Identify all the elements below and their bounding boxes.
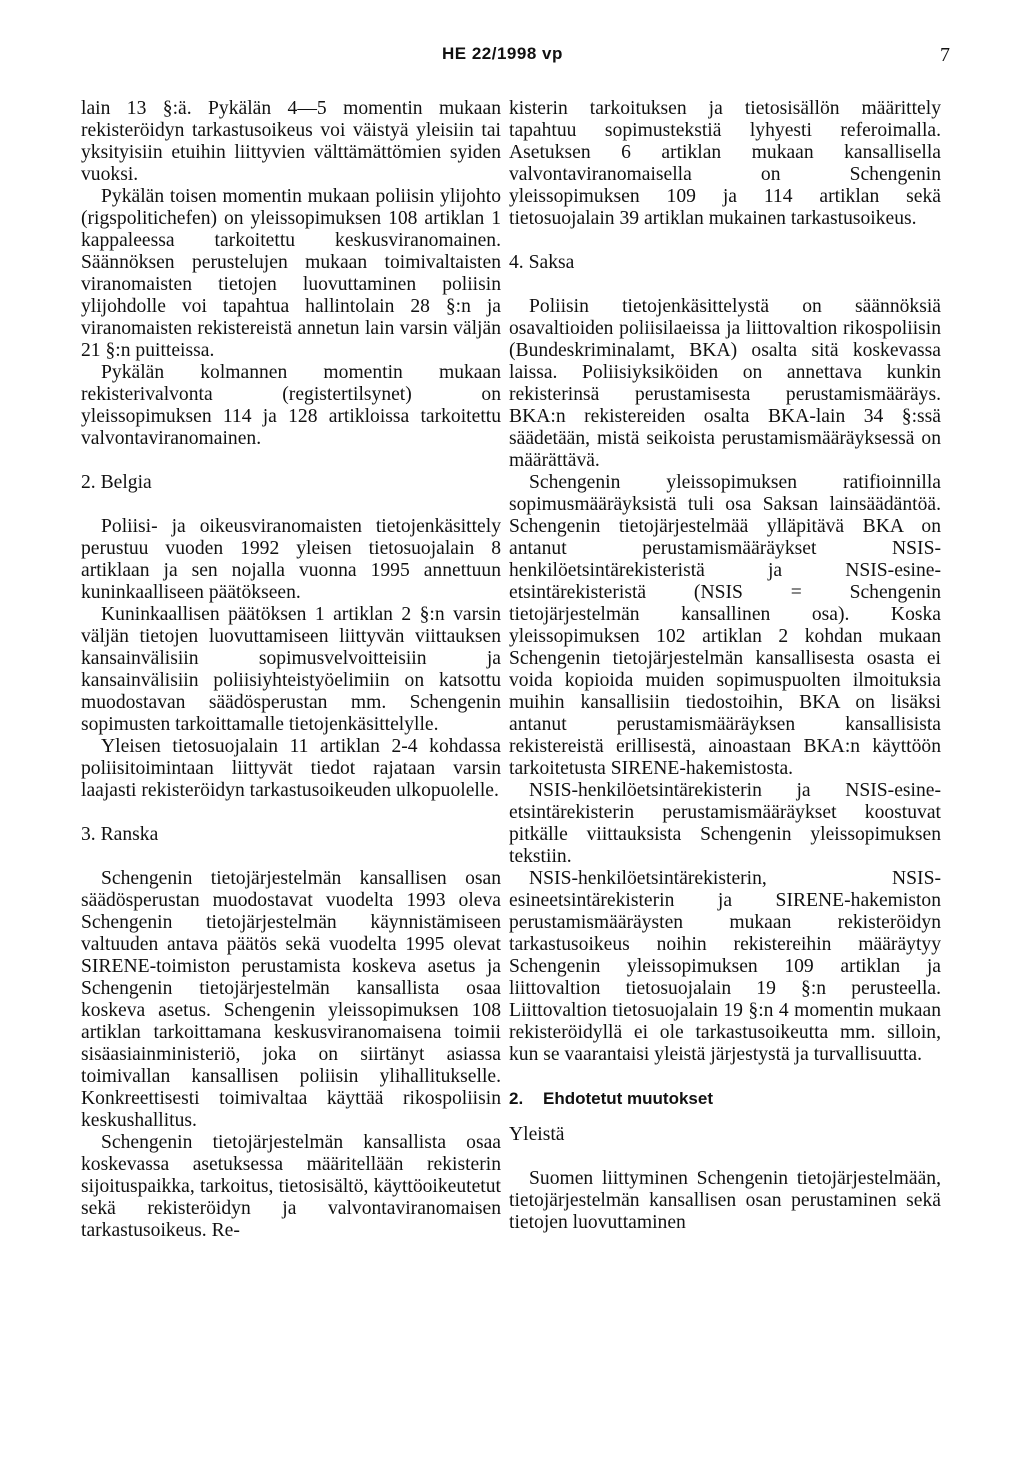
subheading-yleista: Yleistä bbox=[509, 1124, 565, 1145]
paragraph: Suomen liittyminen Schengenin tietojärjestelmään, tietojärjestelmän kansallisen osan perustaminen sekä tietojen luovuttaminen bbox=[509, 1168, 941, 1233]
paragraph: NSIS-henkilöetsintärekisterin, NSIS-esineetsintärekisterin ja SIRENE-hakemiston perustamismääräysten mukaan rekisteröidyn tarkastusoikeus noihin rekistereihin määräytyy Schengenin yleissopimuksen 109 artiklan ja liittovaltion tietosuojalain 19 §:n perusteella. Liittovaltion tietosuojalain 19 §:n 4 momentin mukaan rekisteröidyllä ei ole tarkastusoikeutta mm. silloin, kun se vaarantaisi yleistä järjestystä ja turvallisuutta. bbox=[509, 868, 941, 1065]
paragraph: Schengenin yleissopimuksen ratifioinnilla sopimusmääräyksistä tuli osa Saksan lainsäädäntöä. Schengenin tietojärjestelmää ylläpitävä BKA on antanut perustamismääräykset NSIS-henkilöetsintärekisteristä ja NSIS-esine-etsintärekisteristä (NSIS = Schengenin tietojärjestelmän kansallinen osa). Koska yleissopimuksen 102 artiklan 2 kohdan mukaan Schengenin tietojärjestelmän kansallisesta osasta ei voida kopioida muiden sopimuspuolten ilmoituksia muihin kansallisiin tiedostoihin, BKA on lisäksi antanut perustamismääräyksen kansallisista rekistereistä erillisestä, ainoastaan BKA:n käyttöön tarkoitetusta SIRENE-hakemistosta. bbox=[509, 472, 941, 779]
section-heading-ranska: 3. Ranska bbox=[81, 824, 159, 845]
paragraph: NSIS-henkilöetsintärekisterin ja NSIS-esine-etsintärekisterin perustamismääräykset koostuvat pitkälle viittauksista Schengenin yleissopimuksen tekstiin. bbox=[509, 780, 941, 867]
paragraph: Pykälän kolmannen momentin mukaan rekisterivalvonta (registertilsynet) on yleissopimuksen 114 ja 128 artikloissa tarkoitettu valvontaviranomainen. bbox=[81, 362, 501, 449]
paragraph: Pykälän toisen momentin mukaan poliisin ylijohto (rigspolitichefen) on yleissopimuksen 108 artiklan 1 kappaleessa tarkoitettu keskusviranomainen. Säännöksen perustelujen mukaan toimivaltaisten viranomaisten tietojen luovuttaminen poliisin ylijohdolle voi tapahtua hallintolain 28 §:n ja viranomaisten rekistereistä annetun lain varsin väljän 21 §:n puitteissa. bbox=[81, 186, 501, 361]
document-id: HE 22/1998 vp bbox=[442, 44, 563, 63]
section-title: Ehdotetut muutokset bbox=[543, 1089, 713, 1108]
section-heading-saksa: 4. Saksa bbox=[509, 252, 575, 273]
paragraph: lain 13 §:ä. Pykälän 4—5 momentin mukaan rekisteröidyn tarkastusoikeus voi väistyä yleisiin tai yksityisiin etuihin liittyvien välttämättömien syiden vuoksi. bbox=[81, 98, 501, 185]
paragraph: kisterin tarkoituksen ja tietosisällön määrittely tapahtuu sopimustekstiä lyhyesti referoimalla. Asetuksen 6 artiklan mukaan kansallisella valvontaviranomaisella on Schengenin yleissopimuksen 109 ja 114 artiklan sekä tietosuojalain 39 artiklan mukainen tarkastusoikeus. bbox=[509, 98, 941, 229]
paragraph: Schengenin tietojärjestelmän kansallisen osan säädösperustan muodostavat vuodelta 1993 oleva Schengenin tietojärjestelmän käynnistämiseen valtuuden antava päätös sekä vuodelta 1995 olevat SIRENE-toimiston perustamista koskeva asetus ja Schengenin tietojärjestelmän kansallista osaa koskeva asetus. Schengenin yleissopimuksen 108 artiklan tarkoittamana keskusviranomaisena toimii sisäasiainministeriö, joka on siirtänyt asiassa toimivallan kansallisen poliisin ylihallitukselle. Konkreettisesti toimivaltaa käyttää rikospoliisin keskushallitus. bbox=[81, 868, 501, 1131]
left-column bbox=[81, 98, 501, 1242]
paragraph: Schengenin tietojärjestelmän kansallista osaa koskevassa asetuksessa määritellään rekisterin sijoituspaikka, tarkoitus, tietosisältö, käyttöoikeutetut sekä rekisteröidyn ja valvontaviranomaisen tarkastusoikeus. Re- bbox=[81, 1132, 501, 1241]
section-heading-ehdotetut-muutokset bbox=[509, 1088, 941, 1110]
paragraph: Poliisin tietojenkäsittelystä on säännöksiä osavaltioiden poliisilaeissa ja liittovaltion rikospoliisin (Bundeskriminalamt, BKA) osalta sitä koskevassa laissa. Poliisiyksiköiden on annettava kunkin rekisterinsä perustamisesta perustamismääräys. BKA:n rekistereiden osalta BKA-lain 34 §:ssä säädetään, mistä seikoista perustamismääräyksessä on määrättävä. bbox=[509, 296, 941, 471]
right-column bbox=[509, 98, 941, 1234]
section-heading-belgia: 2. Belgia bbox=[81, 472, 152, 493]
page-header bbox=[0, 38, 1024, 68]
page-number: 7 bbox=[940, 44, 950, 66]
paragraph: Yleisen tietosuojalain 11 artiklan 2-4 kohdassa poliisitoimintaan liittyvät tiedot rajataan varsin laajasti rekisteröidyn tarkastusoikeuden ulkopuolelle. bbox=[81, 736, 501, 801]
paragraph: Kuninkaallisen päätöksen 1 artiklan 2 §:n varsin väljän tietojen luovuttamiseen liittyvän viittauksen kansainvälisiin sopimusvelvoitteisiin ja kansainvälisiin poliisiyhteistyöelimiin on katsottu muodostavan säädösperustan mm. Schengenin sopimusten tarkoittamalle tietojenkäsittelylle. bbox=[81, 604, 501, 735]
section-number: 2. bbox=[509, 1089, 524, 1108]
paragraph: Poliisi- ja oikeusviranomaisten tietojenkäsittely perustuu vuoden 1992 yleisen tietosuojalain 8 artiklaan ja sen nojalla vuonna 1995 annettuun kuninkaalliseen päätökseen. bbox=[81, 516, 501, 603]
